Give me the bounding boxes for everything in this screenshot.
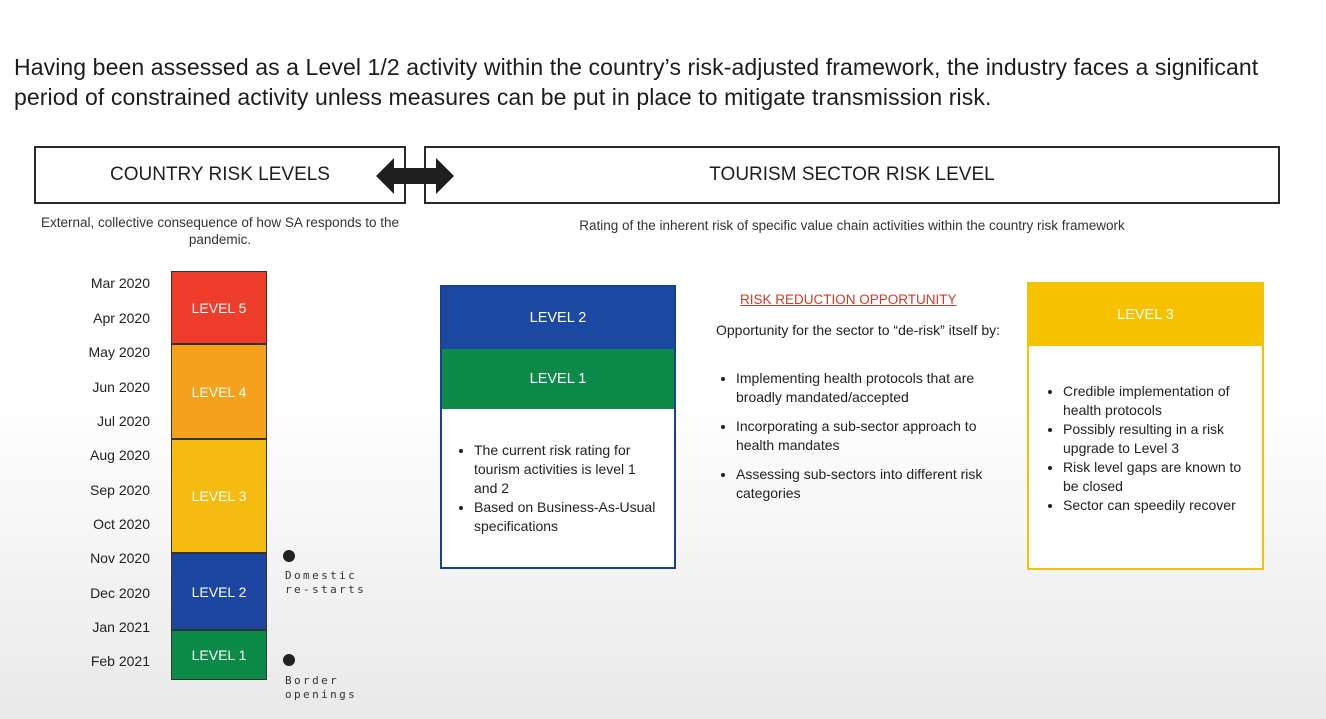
current-level-2-band <box>442 287 674 349</box>
list-item: • Incorporating a sub-sector approach to health mandates <box>736 417 1006 455</box>
timeline-level-5 <box>171 271 267 344</box>
target-risk-bullets <box>1029 382 1262 515</box>
milestone-line: openings <box>285 688 358 701</box>
milestone-dot-icon <box>283 654 295 666</box>
month-label: Dec 2020 <box>90 585 150 601</box>
current-level-1-label: LEVEL 1 <box>529 371 587 387</box>
country-risk-levels-header <box>34 146 406 204</box>
milestone-border-openings <box>285 674 357 702</box>
milestone-line: re-starts <box>285 583 367 596</box>
risk-reduction-opportunity-title: RISK REDUCTION OPPORTUNITY <box>740 292 957 307</box>
target-risk-card <box>1027 282 1264 570</box>
target-level-3-label: LEVEL 3 <box>1117 307 1174 323</box>
timeline-level-label: LEVEL 4 <box>191 383 247 400</box>
month-label: Nov 2020 <box>90 550 150 566</box>
timeline-level-label: LEVEL 2 <box>191 583 247 600</box>
milestone-line: Border <box>285 674 340 687</box>
current-level-1-band <box>442 349 674 409</box>
list-item: • Sector can speedily recover <box>1063 496 1252 515</box>
tourism-risk-subtitle: Rating of the inherent risk of specific value chain activities within the country risk framework <box>579 218 1125 233</box>
list-item: • Implementing health protocols that are broadly mandated/accepted <box>736 369 1006 407</box>
tourism-sector-risk-level-title: TOURISM SECTOR RISK LEVEL <box>709 164 995 185</box>
month-label: Jul 2020 <box>97 413 150 429</box>
timeline-level-label: LEVEL 3 <box>191 488 247 504</box>
month-label: Feb 2021 <box>90 653 150 669</box>
country-risk-levels-title: COUNTRY RISK LEVELS <box>110 164 330 185</box>
country-risk-subtitle: External, collective consequence of how SA responds to the pandemic. <box>41 215 399 247</box>
milestone-line: Domestic <box>285 569 358 582</box>
list-item: • Risk level gaps are known to be closed <box>1063 458 1252 496</box>
risk-reduction-intro: Opportunity for the sector to “de-risk” itself by: <box>716 322 1000 338</box>
risk-reduction-list <box>716 369 1006 513</box>
timeline-level-1 <box>171 630 267 680</box>
timeline-level-2 <box>171 553 267 630</box>
month-label: May 2020 <box>88 344 150 360</box>
milestone-domestic-restarts <box>285 569 366 597</box>
list-item: • Credible implementation of health protocols <box>1063 382 1252 420</box>
timeline-level-label: LEVEL 5 <box>191 299 247 316</box>
current-risk-bullets <box>442 441 674 536</box>
timeline-level-3 <box>171 439 267 553</box>
month-label: Oct 2020 <box>93 516 150 532</box>
list-item: • The current risk rating for tourism activities is level 1 and 2 <box>474 441 656 498</box>
tourism-sector-risk-level-header <box>424 146 1280 204</box>
month-label: Mar 2020 <box>90 275 150 291</box>
month-label: Aug 2020 <box>90 447 150 463</box>
timeline-level-4 <box>171 344 267 439</box>
list-item: • Assessing sub-sectors into different risk categories <box>736 465 1006 503</box>
list-item: • Possibly resulting in a risk upgrade to Level 3 <box>1063 420 1252 458</box>
month-label: Jan 2021 <box>92 619 150 635</box>
list-item: • Based on Business-As-Usual specifications <box>474 498 656 536</box>
month-label: Jun 2020 <box>92 379 150 395</box>
month-label: Sep 2020 <box>90 482 150 498</box>
current-level-2-label: LEVEL 2 <box>529 310 587 326</box>
headline: Having been assessed as a Level 1/2 activity within the country’s risk-adjusted framework, the industry faces a significant period of constrained activity unless measures can be put in place to mitigate transmission risk. <box>14 54 1259 110</box>
current-risk-card <box>440 285 676 569</box>
month-label: Apr 2020 <box>93 310 150 326</box>
target-level-3-band <box>1029 284 1262 346</box>
double-arrow-icon <box>376 158 454 194</box>
timeline-level-label: LEVEL 1 <box>191 647 247 663</box>
milestone-dot-icon <box>283 550 295 562</box>
